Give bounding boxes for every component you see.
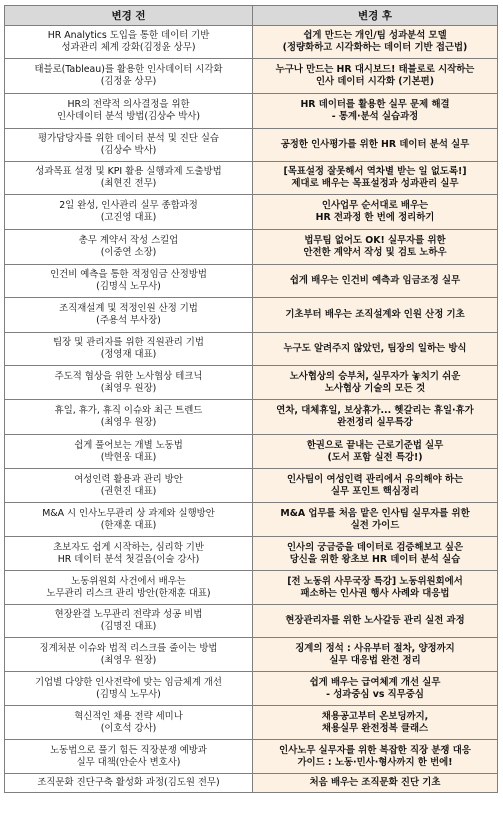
table-row xyxy=(5,129,498,162)
cell-after-title xyxy=(253,195,498,230)
table-row xyxy=(5,195,498,230)
table-row xyxy=(5,638,498,672)
cell-text-line: 노동법으로 풀기 힘든 직장분쟁 예방과 xyxy=(50,744,207,756)
cell-text-line: (정량화하고 시각화하는 데이터 기반 접근법) xyxy=(282,42,468,53)
cell-before-title xyxy=(5,26,253,59)
cell-text-line: 현장완결 노무관리 전략과 성공 비법 xyxy=(54,609,203,620)
table-row xyxy=(5,605,498,638)
cell-text-line: 실무 대책(안순사 변호사) xyxy=(76,756,181,768)
cell-text-line: 인사노무 실무자를 위한 복잡한 직장 분쟁 대응 xyxy=(279,744,471,756)
cell-before-title xyxy=(5,672,253,706)
cell-text-line: [목표설정 잘못해서 역차별 받는 일 없도록!] xyxy=(283,166,467,177)
cell-text-line: 팀장 및 관리자를 위한 직원관리 기법 xyxy=(53,337,204,348)
cell-text-line: (김상수 박사) xyxy=(100,145,157,156)
table-row xyxy=(5,298,498,333)
cell-text-line: 패소하는 인사권 행사 사례와 대응법 xyxy=(300,587,450,599)
cell-text-line: 인사 데이터 시각화 (기본편) xyxy=(316,76,434,87)
cell-text-line: 2일 완성, 인사관리 실무 종합과정 xyxy=(59,200,198,211)
cell-text-line: M&A 업무를 처음 맡은 인사팀 실무자를 위한 xyxy=(280,507,470,519)
table-header-row xyxy=(5,6,498,26)
cell-after-title xyxy=(253,774,498,793)
cell-text-line: (권현진 대표) xyxy=(100,485,157,497)
table-row xyxy=(5,469,498,503)
cell-text-line: 제대로 배우는 목표설정과 성과관리 실무 xyxy=(291,178,459,189)
cell-text-line: 실전 가이드 xyxy=(350,519,400,531)
cell-before-title xyxy=(5,59,253,94)
header-before: 변경 전 xyxy=(5,6,253,26)
cell-before-title xyxy=(5,774,253,793)
cell-text-line: 완전정리 실무특강 xyxy=(337,417,413,428)
cell-text-line: HR의 전략적 의사결정을 위한 xyxy=(67,99,190,110)
cell-after-title xyxy=(253,162,498,195)
cell-before-title xyxy=(5,366,253,400)
cell-text-line: 인사팀이 여성인력 관리에서 유의해야 하는 xyxy=(286,473,464,485)
cell-text-line: (이호석 강사) xyxy=(100,722,157,734)
cell-after-title xyxy=(253,94,498,129)
cell-text-line: (한재훈 대표) xyxy=(100,519,157,531)
cell-text-line: 노동위원회 사건에서 배우는 xyxy=(71,575,186,587)
cell-after-title xyxy=(253,571,498,605)
cell-text-line: 주도적 협상을 위한 노사협상 테크닉 xyxy=(54,370,203,382)
cell-text-line: 당신을 위한 왕초보 HR 데이터 분석 실습 xyxy=(289,553,461,565)
cell-text-line: HR 데이터를 활용한 실무 문제 해결 xyxy=(300,99,450,110)
cell-text-line: 한권으로 끝내는 근로기준법 실무 xyxy=(306,439,444,451)
cell-before-title xyxy=(5,469,253,503)
cell-text-line: HR 데이터 분석 첫걸음(이술 강사) xyxy=(57,553,200,565)
cell-after-title xyxy=(253,672,498,706)
cell-after-title xyxy=(253,400,498,435)
cell-text-line: 노사협상의 승부처, 실무자가 놓치기 쉬운 xyxy=(289,370,461,382)
cell-text-line: 현장관리자를 위한 노사갈등 관리 실전 과정 xyxy=(285,615,465,626)
cell-before-title xyxy=(5,400,253,435)
table-row xyxy=(5,571,498,605)
cell-text-line: (박현웅 대표) xyxy=(100,451,157,463)
cell-text-line: 공정한 인사평가를 위한 HR 데이터 분석 실무 xyxy=(280,139,470,150)
cell-text-line: 누구도 알려주지 않았던, 팀장의 일하는 방식 xyxy=(283,343,467,354)
cell-before-title xyxy=(5,195,253,230)
cell-text-line: - 통계·분석 실습과정 xyxy=(331,111,419,122)
cell-text-line: 인사의 궁금증을 데이터로 검증해보고 싶은 xyxy=(286,541,464,553)
cell-text-line: 초보자도 쉽게 시작하는, 심리학 기반 xyxy=(53,541,204,553)
cell-text-line: 처음 배우는 조직문화 진단 기초 xyxy=(309,777,441,788)
cell-text-line: 법무팀 없어도 OK! 실무자를 위한 xyxy=(304,235,446,246)
cell-text-line: 휴일, 휴가, 휴직 이슈와 최근 트렌드 xyxy=(54,405,203,416)
table-row xyxy=(5,366,498,400)
cell-text-line: 여성인력 활용과 관리 방안 xyxy=(74,473,183,485)
cell-text-line: (김명식 노무사) xyxy=(96,281,161,292)
cell-text-line: 쉽게 만드는 개인/팀 성과분석 모델 xyxy=(303,30,447,41)
cell-text-line: 조직재설계 및 적정인원 산정 기법 xyxy=(59,303,198,314)
table-row xyxy=(5,740,498,774)
cell-text-line: 태블로(Tableau)를 활용한 인사데이터 시각화 xyxy=(34,64,223,75)
cell-text-line: 성과목표 설정 및 KPI 활용 실행과제 도출방법 xyxy=(35,166,222,177)
cell-before-title xyxy=(5,162,253,195)
table-row xyxy=(5,59,498,94)
cell-after-title xyxy=(253,59,498,94)
table-row xyxy=(5,94,498,129)
cell-text-line: 징계처분 이슈와 법적 리스크를 줄이는 방법 xyxy=(39,642,218,654)
cell-text-line: 평가담당자를 위한 데이터 분석 및 진단 실습 xyxy=(38,133,219,144)
cell-text-line: 쉽게 풀어보는 개별 노동법 xyxy=(74,439,183,451)
cell-text-line: [전 노동위 사무국장 특강] 노동위원회에서 xyxy=(287,575,463,587)
cell-text-line: 인사데이터 분석 방법(김상수 박사) xyxy=(56,111,201,122)
cell-text-line: 가이드 : 노동·민사·형사까지 한 번에! xyxy=(297,756,453,768)
cell-after-title xyxy=(253,435,498,469)
cell-before-title xyxy=(5,706,253,740)
table-row xyxy=(5,333,498,366)
cell-before-title xyxy=(5,230,253,265)
cell-text-line: HR 전과정 한 번에 정리하기 xyxy=(315,212,435,223)
cell-text-line: 쉽게 배우는 급여체계 개선 실무 xyxy=(309,676,441,688)
cell-text-line: 조직문화 진단구축 활성화 과정(김도원 전무) xyxy=(37,777,220,788)
cell-text-line: - 성과중심 vs 직무중심 xyxy=(326,688,424,700)
cell-after-title xyxy=(253,366,498,400)
cell-after-title xyxy=(253,605,498,638)
cell-text-line: 노무관리 리스크 관리 방안(한재훈 대표) xyxy=(46,587,211,599)
table-row xyxy=(5,503,498,537)
course-rename-table xyxy=(4,5,498,793)
cell-text-line: (김명진 대표) xyxy=(100,621,157,632)
cell-text-line: 혁신적인 채용 전략 세미나 xyxy=(74,710,183,722)
cell-before-title xyxy=(5,94,253,129)
cell-after-title xyxy=(253,298,498,333)
cell-text-line: 누구나 만드는 HR 대시보드! 태블로로 시작하는 xyxy=(275,64,475,75)
cell-before-title xyxy=(5,740,253,774)
table-row xyxy=(5,672,498,706)
cell-after-title xyxy=(253,740,498,774)
cell-text-line: 쉽게 배우는 인건비 예측과 임금조정 실무 xyxy=(289,275,461,286)
cell-before-title xyxy=(5,435,253,469)
table-body xyxy=(5,26,498,793)
cell-text-line: 기초부터 배우는 조직설계와 인원 산정 기초 xyxy=(285,309,465,320)
cell-after-title xyxy=(253,230,498,265)
cell-text-line: 안전한 계약서 작성 및 검토 노하우 xyxy=(303,247,447,258)
cell-text-line: (최현진 전무) xyxy=(100,178,157,189)
cell-text-line: (김정윤 상무) xyxy=(100,76,157,87)
table-row xyxy=(5,706,498,740)
cell-text-line: (최영우 원장) xyxy=(100,654,157,666)
cell-before-title xyxy=(5,333,253,366)
cell-text-line: 성과관리 체계 강화(김정윤 상무) xyxy=(61,42,196,53)
cell-text-line: (정영재 대표) xyxy=(100,349,157,360)
cell-before-title xyxy=(5,571,253,605)
table-row xyxy=(5,230,498,265)
cell-text-line: 실무 대응법 완전 정리 xyxy=(329,654,421,666)
cell-text-line: HR Analytics 도입을 통한 데이터 기반 xyxy=(47,30,210,41)
table-row xyxy=(5,435,498,469)
cell-text-line: 인사업무 순서대로 배우는 xyxy=(321,200,429,211)
cell-text-line: (고진영 대표) xyxy=(100,212,157,223)
cell-after-title xyxy=(253,469,498,503)
cell-text-line: 채용공고부터 온보딩까지, xyxy=(321,710,429,722)
cell-before-title xyxy=(5,503,253,537)
table-row xyxy=(5,265,498,298)
cell-text-line: (최영우 원장) xyxy=(100,382,157,394)
cell-text-line: 노사협상 기술의 모든 것 xyxy=(324,382,426,394)
cell-text-line: 연차, 대체휴일, 보상휴가... 헷갈리는 휴일·휴가 xyxy=(276,405,474,416)
cell-after-title xyxy=(253,265,498,298)
cell-after-title xyxy=(253,503,498,537)
comparison-table-container xyxy=(4,5,497,793)
cell-after-title xyxy=(253,537,498,571)
cell-text-line: 징계의 정석 : 사유부터 절차, 양정까지 xyxy=(295,642,455,654)
cell-after-title xyxy=(253,706,498,740)
table-row xyxy=(5,26,498,59)
cell-text-line: 실무 포인트 핵심정리 xyxy=(330,485,420,497)
cell-before-title xyxy=(5,638,253,672)
cell-text-line: M&A 시 인사노무관리 상 과제와 실행방안 xyxy=(42,507,215,519)
cell-before-title xyxy=(5,537,253,571)
cell-text-line: 총무 계약서 작성 스킬업 xyxy=(78,235,179,246)
cell-before-title xyxy=(5,129,253,162)
cell-before-title xyxy=(5,605,253,638)
table-row xyxy=(5,537,498,571)
cell-before-title xyxy=(5,298,253,333)
table-row xyxy=(5,774,498,793)
cell-after-title xyxy=(253,638,498,672)
cell-text-line: 기업별 다양한 인사전략에 맞는 임금체계 개선 xyxy=(35,676,222,688)
cell-text-line: 채용실무 완전정복 클래스 xyxy=(321,722,429,734)
cell-text-line: (주용석 부사장) xyxy=(96,315,161,326)
cell-after-title xyxy=(253,129,498,162)
cell-after-title xyxy=(253,333,498,366)
cell-text-line: 인건비 예측을 통한 적정임금 산정방법 xyxy=(50,269,207,280)
cell-text-line: (도서 포함 실전 특강!) xyxy=(327,451,423,463)
table-row xyxy=(5,162,498,195)
table-row xyxy=(5,400,498,435)
cell-after-title xyxy=(253,26,498,59)
header-after: 변경 후 xyxy=(253,6,498,26)
cell-text-line: (최영우 원장) xyxy=(100,417,157,428)
cell-text-line: (김명식 노무사) xyxy=(96,688,161,700)
cell-before-title xyxy=(5,265,253,298)
cell-text-line: (이중연 소장) xyxy=(100,247,157,258)
